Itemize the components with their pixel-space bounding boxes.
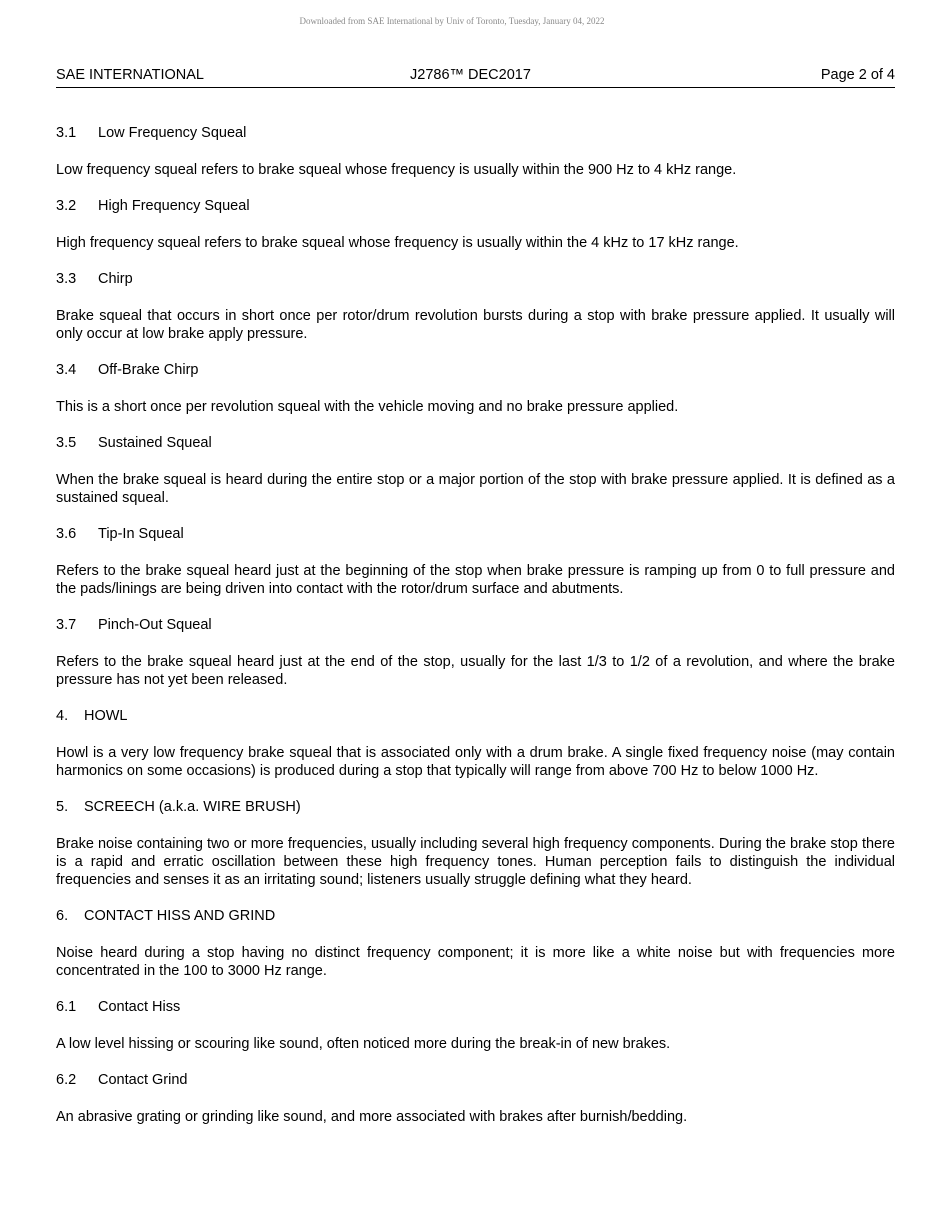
section-number: 3.3 (56, 271, 77, 287)
download-watermark: Downloaded from SAE International by Univ of Toronto, Tuesday, January 04, 2022 (299, 16, 605, 26)
header-page-number: Page 2 of 4 (820, 67, 895, 83)
section-paragraph: Noise heard during a stop having no distinct frequency component; it is more like a white noise but with frequencies more concentrated in the 100 to 3000 Hz range. (56, 945, 895, 979)
section-paragraph: Refers to the brake squeal heard just at the beginning of the stop when brake pressure is ramping up from 0 to full pressure and the pads/linings are being driven into contact with the rotor/drum surface and abutments. (56, 563, 895, 597)
section-title: SCREECH (a.k.a. WIRE BRUSH) (84, 799, 301, 815)
section-title: Low Frequency Squeal (98, 125, 247, 141)
section-paragraph: Brake noise containing two or more frequencies, usually including several high frequency components. During the brake stop there is a rapid and erratic oscillation between these high frequency tones. Human perception fails to distinguish the individual frequencies and senses it as an irritating sound; listeners usually struggle defining what they heard. (56, 836, 895, 888)
section-heading (56, 998, 895, 1017)
section-number: 6. (56, 908, 69, 924)
section-heading (56, 798, 895, 817)
section-number: 3.6 (56, 526, 77, 542)
section-number: 3.5 (56, 435, 77, 451)
section-heading (56, 361, 895, 380)
section-heading (56, 616, 895, 635)
section-title: Tip-In Squeal (98, 526, 184, 542)
section-number: 3.2 (56, 198, 77, 214)
section-title: HOWL (84, 708, 128, 724)
section-paragraph: A low level hissing or scouring like sound, often noticed more during the break-in of new brakes. (56, 1036, 671, 1052)
section-title: High Frequency Squeal (98, 198, 250, 214)
section-paragraph: An abrasive grating or grinding like sound, and more associated with brakes after burnish/bedding. (56, 1109, 688, 1125)
section-title: Contact Hiss (98, 999, 181, 1015)
section-number: 4. (56, 708, 69, 724)
section-heading (56, 434, 895, 453)
section-paragraph: Brake squeal that occurs in short once per rotor/drum revolution bursts during a stop with brake pressure applied. It usually will only occur at low brake apply pressure. (56, 308, 895, 342)
section-title: Off-Brake Chirp (98, 362, 199, 378)
section-heading (56, 907, 895, 926)
page-header (56, 67, 895, 88)
section-number: 6.2 (56, 1072, 77, 1088)
header-document-id: J2786™ DEC2017 (410, 67, 531, 83)
section-number: 3.4 (56, 362, 77, 378)
section-title: Contact Grind (98, 1072, 188, 1088)
section-heading (56, 707, 895, 726)
section-title: Sustained Squeal (98, 435, 212, 451)
header-organization: SAE INTERNATIONAL (56, 67, 204, 83)
section-title: Chirp (98, 271, 133, 287)
section-number: 5. (56, 799, 69, 815)
section-paragraph: This is a short once per revolution squeal with the vehicle moving and no brake pressure applied. (56, 399, 679, 415)
section-paragraph: High frequency squeal refers to brake squeal whose frequency is usually within the 4 kHz to 17 kHz range. (56, 235, 739, 251)
section-number: 6.1 (56, 999, 77, 1015)
section-heading (56, 1071, 895, 1090)
section-heading (56, 197, 895, 216)
section-paragraph: Howl is a very low frequency brake squeal that is associated only with a drum brake. A single fixed frequency noise (may contain harmonics on some occasions) is produced during a stop that typically will range from above 700 Hz to below 1000 Hz. (56, 745, 895, 779)
section-title: CONTACT HISS AND GRIND (84, 908, 276, 924)
section-number: 3.1 (56, 125, 77, 141)
section-paragraph: Low frequency squeal refers to brake squeal whose frequency is usually within the 900 Hz to 4 kHz range. (56, 162, 737, 178)
section-heading (56, 124, 895, 143)
section-heading (56, 525, 895, 544)
section-paragraph: Refers to the brake squeal heard just at the end of the stop, usually for the last 1/3 to 1/2 of a revolution, and where the brake pressure has not yet been released. (56, 654, 895, 688)
section-title: Pinch-Out Squeal (98, 617, 212, 633)
section-heading (56, 270, 895, 289)
section-number: 3.7 (56, 617, 77, 633)
section-paragraph: When the brake squeal is heard during the entire stop or a major portion of the stop with brake pressure applied. It is defined as a sustained squeal. (56, 472, 895, 506)
document-body (56, 124, 895, 1144)
